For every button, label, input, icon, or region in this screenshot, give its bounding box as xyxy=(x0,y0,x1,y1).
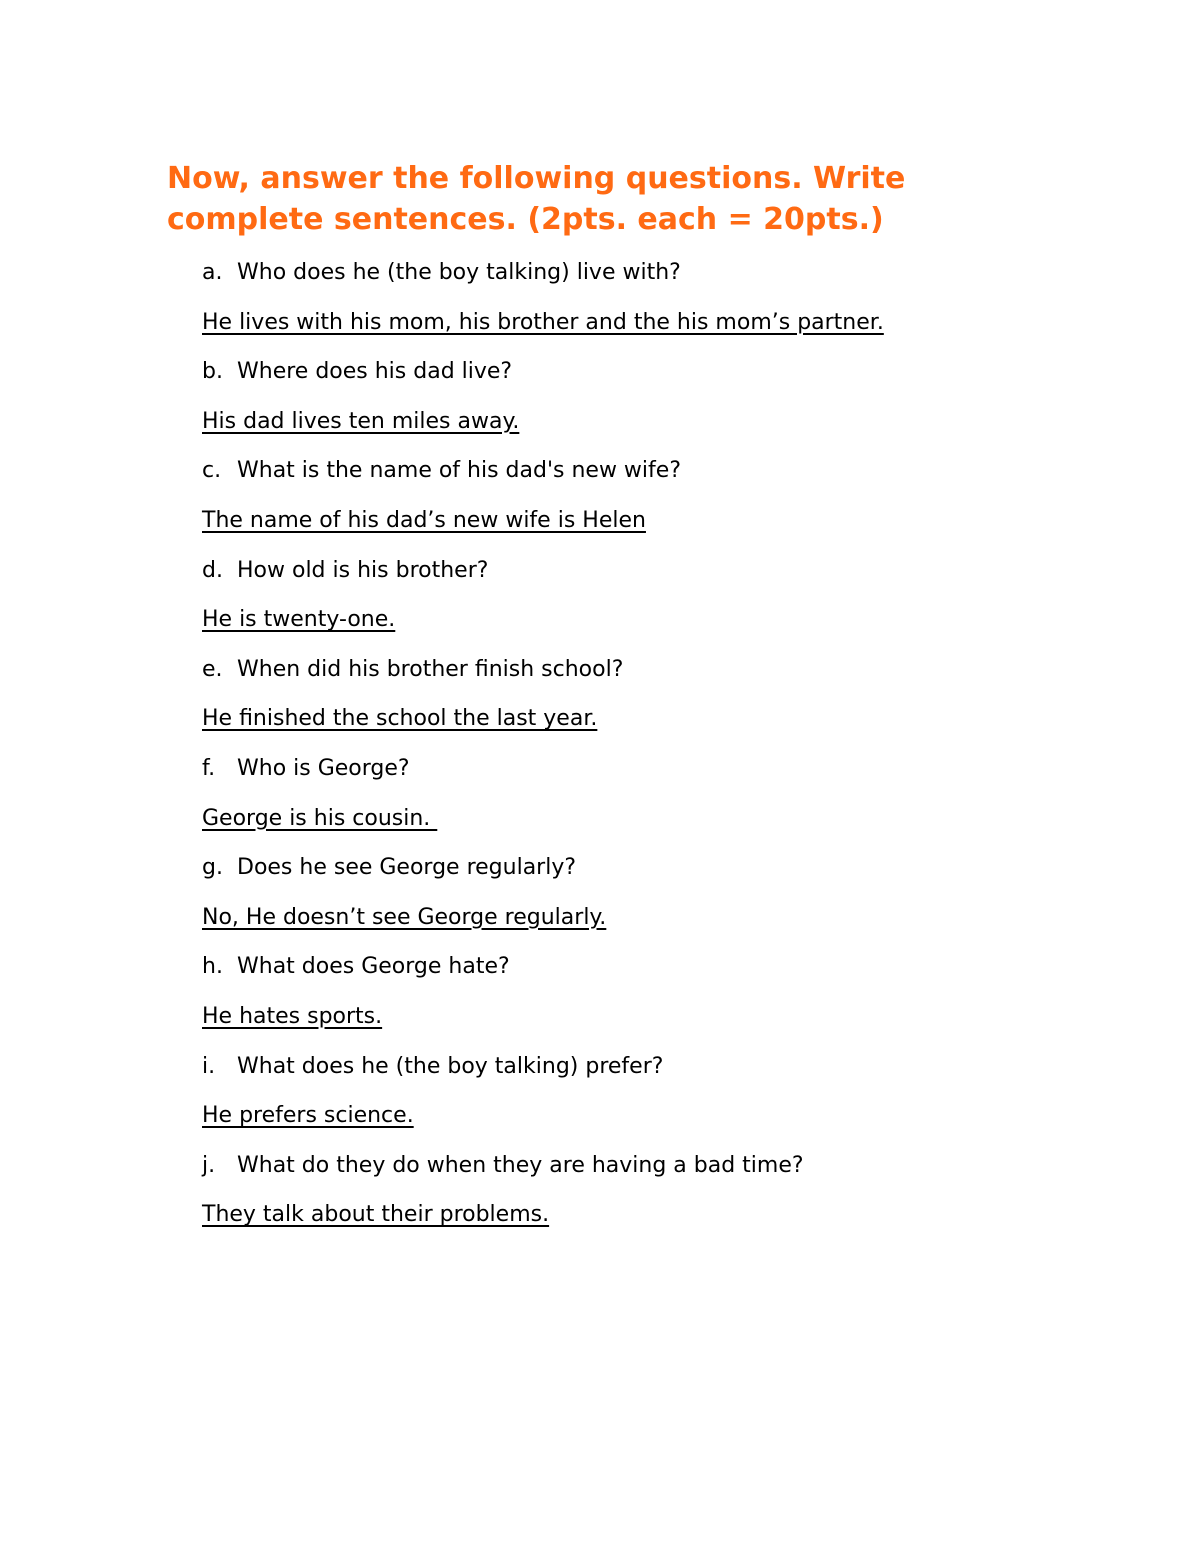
question-letter: j. xyxy=(202,1152,216,1178)
qa-item-f xyxy=(202,752,1102,851)
question-b xyxy=(202,355,1102,405)
question-i xyxy=(202,1050,1102,1100)
answer-i xyxy=(202,1099,1102,1149)
qa-item-b xyxy=(202,355,1102,454)
answer-e xyxy=(202,702,1102,752)
answer-text: No, He doesn’t see George regularly. xyxy=(202,904,607,930)
qa-item-h xyxy=(202,950,1102,1049)
answer-text: He lives with his mom, his brother and the his mom’s partner. xyxy=(202,309,884,335)
question-text: Where does his dad live? xyxy=(237,359,513,385)
answer-j xyxy=(202,1198,1102,1248)
question-letter: h. xyxy=(202,954,223,980)
question-letter: d. xyxy=(202,557,223,583)
qa-item-i xyxy=(202,1050,1102,1149)
question-letter: e. xyxy=(202,656,223,682)
answer-text: His dad lives ten miles away. xyxy=(202,408,520,434)
question-text: What does he (the boy talking) prefer? xyxy=(237,1053,664,1079)
question-text: What is the name of his dad's new wife? xyxy=(237,458,681,484)
question-text: What do they do when they are having a bad time? xyxy=(237,1152,804,1178)
answer-text: The name of his dad’s new wife is Helen xyxy=(202,507,646,533)
question-answer-list xyxy=(202,256,1102,1248)
question-letter: g. xyxy=(202,855,223,881)
qa-item-d xyxy=(202,554,1102,653)
question-text: What does George hate? xyxy=(237,954,510,980)
question-a xyxy=(202,256,1102,306)
qa-item-c xyxy=(202,454,1102,553)
qa-item-a xyxy=(202,256,1102,355)
qa-item-g xyxy=(202,851,1102,950)
question-f xyxy=(202,752,1102,802)
answer-text: He finished the school the last year. xyxy=(202,706,598,732)
answer-text: He hates sports. xyxy=(202,1003,383,1029)
question-letter: i. xyxy=(202,1053,216,1079)
answer-c xyxy=(202,504,1102,554)
question-letter: c. xyxy=(202,458,222,484)
answer-b xyxy=(202,405,1102,455)
question-letter: f. xyxy=(202,755,216,781)
question-c xyxy=(202,454,1102,504)
question-d xyxy=(202,554,1102,604)
question-text: Who is George? xyxy=(237,755,410,781)
question-e xyxy=(202,653,1102,703)
answer-d xyxy=(202,603,1102,653)
answer-text: He is twenty-one. xyxy=(202,607,396,633)
question-j xyxy=(202,1149,1102,1199)
question-text: Who does he (the boy talking) live with? xyxy=(237,260,681,285)
answer-text: He prefers science. xyxy=(202,1103,414,1129)
question-letter: b. xyxy=(202,359,223,385)
instructions-heading: Now, answer the following questions. Write complete sentences. (2pts. each = 20pts.) xyxy=(167,161,906,237)
question-g xyxy=(202,851,1102,901)
question-text: When did his brother finish school? xyxy=(237,656,624,682)
answer-f xyxy=(202,802,1102,852)
qa-item-e xyxy=(202,653,1102,752)
answer-text: George is his cousin. xyxy=(202,805,438,831)
answer-g xyxy=(202,901,1102,951)
question-text: How old is his brother? xyxy=(237,557,489,583)
question-text: Does he see George regularly? xyxy=(237,855,577,881)
question-letter: a. xyxy=(202,260,223,285)
question-h xyxy=(202,950,1102,1000)
answer-text: They talk about their problems. xyxy=(202,1202,550,1228)
qa-item-j xyxy=(202,1149,1102,1248)
answer-a xyxy=(202,306,1102,356)
answer-h xyxy=(202,1000,1102,1050)
